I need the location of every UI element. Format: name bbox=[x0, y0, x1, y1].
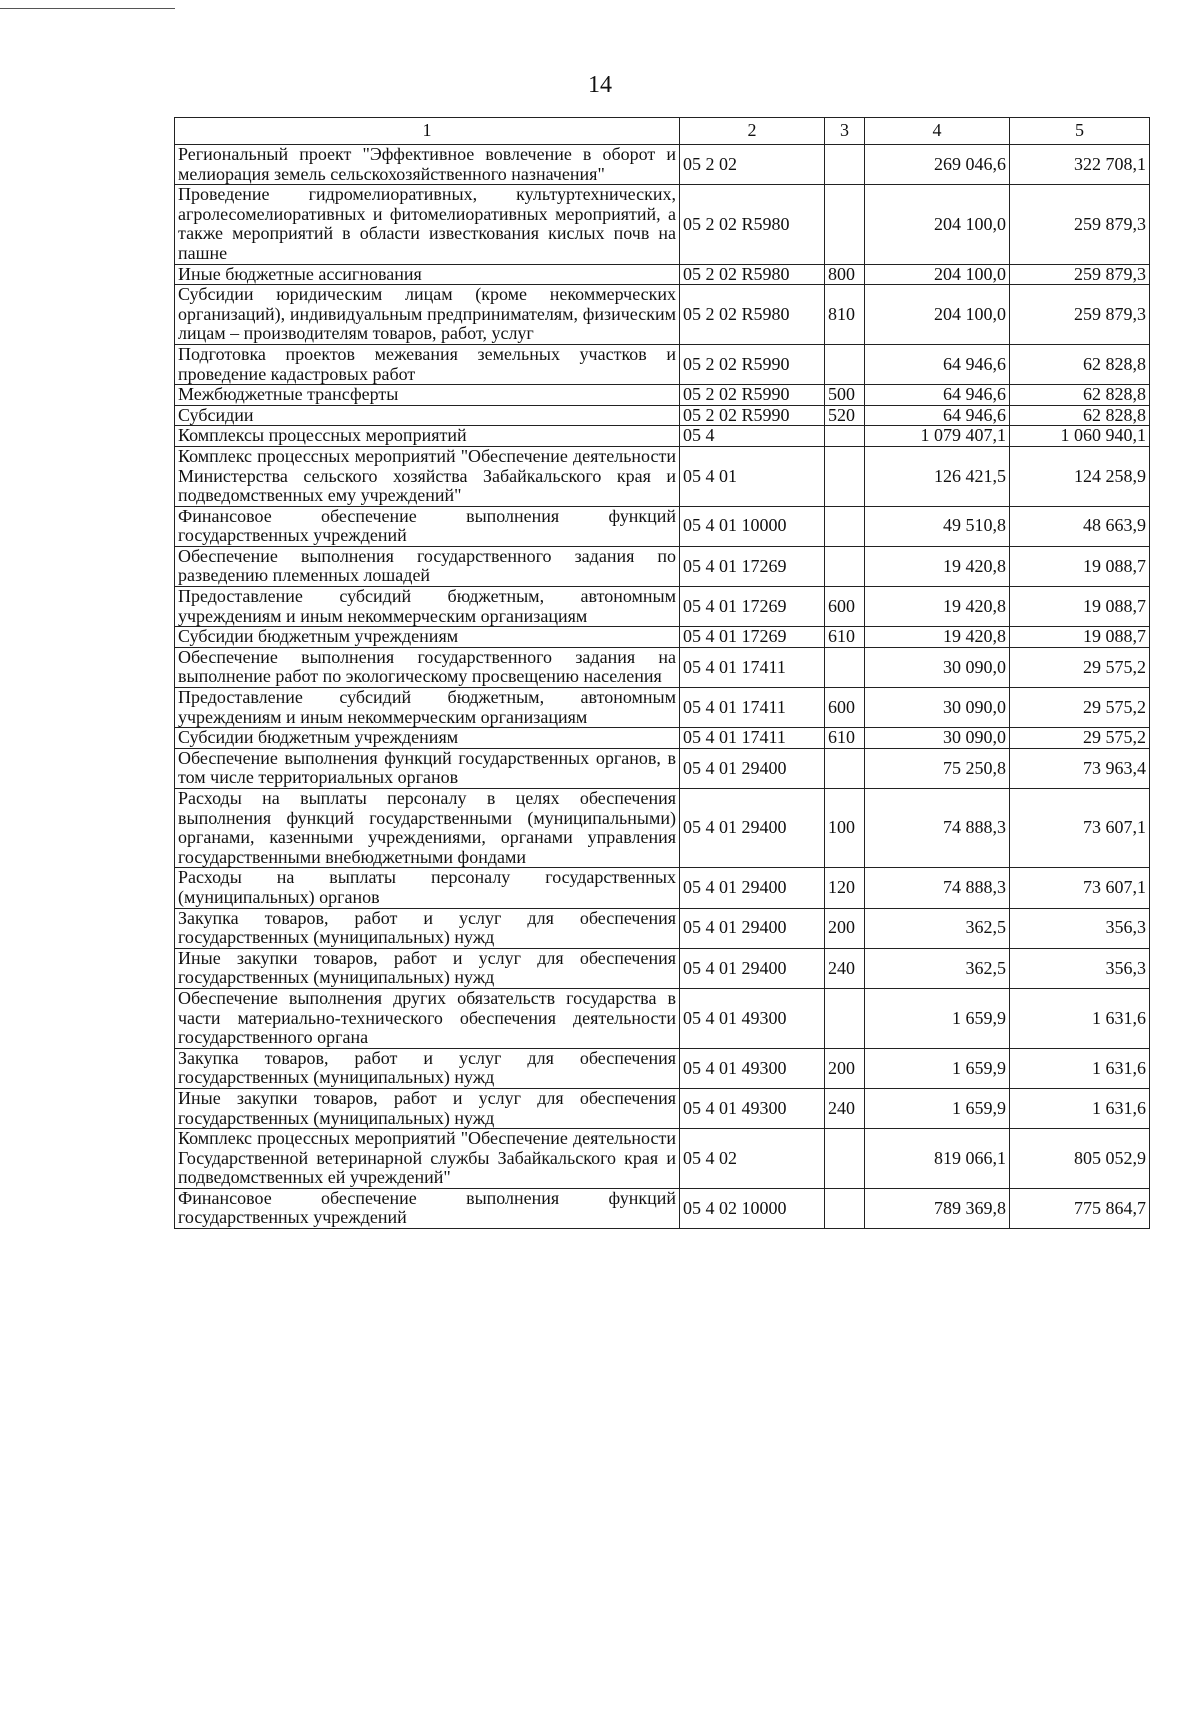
table-row bbox=[175, 587, 1150, 627]
cell-name: Иные бюджетные ассигнования bbox=[175, 264, 680, 285]
cell-amount-col5: 19 088,7 bbox=[1010, 627, 1150, 648]
page-number: 14 bbox=[588, 72, 612, 98]
cell-amount-col4: 789 369,8 bbox=[865, 1188, 1010, 1228]
table-row bbox=[175, 688, 1150, 728]
table-row bbox=[175, 546, 1150, 586]
cell-amount-col4: 49 510,8 bbox=[865, 506, 1010, 546]
cell-code: 05 4 01 17269 bbox=[680, 587, 825, 627]
table-row bbox=[175, 185, 1150, 264]
table-row bbox=[175, 385, 1150, 406]
cell-code: 05 4 01 29400 bbox=[680, 789, 825, 868]
cell-name: Субсидии бюджетным учреждениям bbox=[175, 728, 680, 749]
cell-name: Субсидии бюджетным учреждениям bbox=[175, 627, 680, 648]
cell-name: Расходы на выплаты персоналу государственных (муниципальных) органов bbox=[175, 868, 680, 908]
cell-amount-col5: 73 963,4 bbox=[1010, 748, 1150, 788]
cell-name: Обеспечение выполнения функций государственных органов, в том числе территориальных органов bbox=[175, 748, 680, 788]
cell-amount-col4: 19 420,8 bbox=[865, 587, 1010, 627]
cell-amount-col4: 19 420,8 bbox=[865, 627, 1010, 648]
cell-code: 05 4 01 29400 bbox=[680, 748, 825, 788]
cell-amount-col4: 19 420,8 bbox=[865, 546, 1010, 586]
cell-amount-col4: 64 946,6 bbox=[865, 344, 1010, 384]
cell-amount-col5: 356,3 bbox=[1010, 948, 1150, 988]
cell-expense-type: 240 bbox=[825, 1088, 865, 1128]
cell-amount-col4: 64 946,6 bbox=[865, 405, 1010, 426]
table-row bbox=[175, 285, 1150, 345]
cell-amount-col5: 73 607,1 bbox=[1010, 789, 1150, 868]
cell-amount-col4: 362,5 bbox=[865, 908, 1010, 948]
cell-code: 05 2 02 R5990 bbox=[680, 405, 825, 426]
cell-name: Иные закупки товаров, работ и услуг для обеспечения государственных (муниципальных) нужд bbox=[175, 948, 680, 988]
table-row bbox=[175, 446, 1150, 506]
cell-amount-col5: 1 060 940,1 bbox=[1010, 426, 1150, 447]
cell-expense-type: 120 bbox=[825, 868, 865, 908]
cell-name: Субсидии bbox=[175, 405, 680, 426]
table-row bbox=[175, 748, 1150, 788]
cell-name: Финансовое обеспечение выполнения функций государственных учреждений bbox=[175, 1188, 680, 1228]
cell-amount-col5: 775 864,7 bbox=[1010, 1188, 1150, 1228]
table-row bbox=[175, 1088, 1150, 1128]
cell-code: 05 4 01 49300 bbox=[680, 988, 825, 1048]
cell-expense-type bbox=[825, 344, 865, 384]
cell-name: Комплекс процессных мероприятий "Обеспечение деятельности Министерства сельского хозяйства Забайкальского края и подведомственных ему учреждений" bbox=[175, 446, 680, 506]
cell-amount-col4: 819 066,1 bbox=[865, 1129, 1010, 1189]
budget-table bbox=[174, 117, 1150, 1229]
cell-amount-col5: 1 631,6 bbox=[1010, 1048, 1150, 1088]
cell-amount-col5: 62 828,8 bbox=[1010, 385, 1150, 406]
cell-expense-type: 200 bbox=[825, 908, 865, 948]
cell-code: 05 4 02 10000 bbox=[680, 1188, 825, 1228]
cell-amount-col5: 356,3 bbox=[1010, 908, 1150, 948]
cell-code: 05 4 01 17269 bbox=[680, 627, 825, 648]
cell-name: Финансовое обеспечение выполнения функций государственных учреждений bbox=[175, 506, 680, 546]
cell-code: 05 2 02 R5980 bbox=[680, 264, 825, 285]
table-row bbox=[175, 868, 1150, 908]
cell-name: Комплекс процессных мероприятий "Обеспечение деятельности Государственной ветеринарной службы Забайкальского края и подведомственных ей учреждений" bbox=[175, 1129, 680, 1189]
cell-amount-col4: 75 250,8 bbox=[865, 748, 1010, 788]
cell-amount-col4: 204 100,0 bbox=[865, 264, 1010, 285]
header-col-5: 5 bbox=[1010, 118, 1150, 145]
cell-amount-col4: 1 659,9 bbox=[865, 1088, 1010, 1128]
cell-amount-col5: 19 088,7 bbox=[1010, 546, 1150, 586]
cell-expense-type: 810 bbox=[825, 285, 865, 345]
table-row bbox=[175, 988, 1150, 1048]
header-col-4: 4 bbox=[865, 118, 1010, 145]
table-row bbox=[175, 426, 1150, 447]
table-row bbox=[175, 344, 1150, 384]
cell-code: 05 4 01 17411 bbox=[680, 728, 825, 749]
cell-amount-col4: 30 090,0 bbox=[865, 688, 1010, 728]
table-row bbox=[175, 264, 1150, 285]
cell-expense-type bbox=[825, 506, 865, 546]
cell-code: 05 4 01 29400 bbox=[680, 908, 825, 948]
cell-name: Предоставление субсидий бюджетным, автономным учреждениям и иным некоммерческим организациям bbox=[175, 587, 680, 627]
cell-amount-col4: 204 100,0 bbox=[865, 285, 1010, 345]
cell-expense-type: 600 bbox=[825, 688, 865, 728]
cell-amount-col5: 322 708,1 bbox=[1010, 145, 1150, 185]
cell-amount-col5: 19 088,7 bbox=[1010, 587, 1150, 627]
cell-expense-type bbox=[825, 647, 865, 687]
cell-expense-type bbox=[825, 988, 865, 1048]
cell-name: Подготовка проектов межевания земельных участков и проведение кадастровых работ bbox=[175, 344, 680, 384]
table-row bbox=[175, 647, 1150, 687]
cell-amount-col4: 204 100,0 bbox=[865, 185, 1010, 264]
cell-expense-type: 240 bbox=[825, 948, 865, 988]
cell-name: Комплексы процессных мероприятий bbox=[175, 426, 680, 447]
cell-amount-col4: 30 090,0 bbox=[865, 728, 1010, 749]
cell-amount-col4: 269 046,6 bbox=[865, 145, 1010, 185]
table-body bbox=[175, 145, 1150, 1229]
cell-amount-col5: 259 879,3 bbox=[1010, 285, 1150, 345]
cell-amount-col4: 362,5 bbox=[865, 948, 1010, 988]
cell-expense-type bbox=[825, 185, 865, 264]
header-col-3: 3 bbox=[825, 118, 865, 145]
cell-amount-col4: 1 659,9 bbox=[865, 988, 1010, 1048]
cell-expense-type bbox=[825, 1188, 865, 1228]
scan-edge-line bbox=[0, 8, 175, 9]
cell-name: Обеспечение выполнения других обязательств государства в части материально-технического обеспечения деятельности государственного органа bbox=[175, 988, 680, 1048]
cell-expense-type bbox=[825, 546, 865, 586]
cell-expense-type: 100 bbox=[825, 789, 865, 868]
cell-amount-col5: 29 575,2 bbox=[1010, 647, 1150, 687]
cell-name: Обеспечение выполнения государственного задания на выполнение работ по экологическому просвещению населения bbox=[175, 647, 680, 687]
header-col-1: 1 bbox=[175, 118, 680, 145]
table-row bbox=[175, 948, 1150, 988]
cell-expense-type bbox=[825, 145, 865, 185]
cell-amount-col4: 64 946,6 bbox=[865, 385, 1010, 406]
table-row bbox=[175, 145, 1150, 185]
table-row bbox=[175, 506, 1150, 546]
cell-amount-col5: 805 052,9 bbox=[1010, 1129, 1150, 1189]
cell-expense-type: 800 bbox=[825, 264, 865, 285]
cell-name: Закупка товаров, работ и услуг для обеспечения государственных (муниципальных) нужд bbox=[175, 908, 680, 948]
cell-expense-type bbox=[825, 1129, 865, 1189]
cell-amount-col4: 74 888,3 bbox=[865, 789, 1010, 868]
cell-name: Обеспечение выполнения государственного задания по разведению племенных лошадей bbox=[175, 546, 680, 586]
cell-expense-type: 610 bbox=[825, 728, 865, 749]
table-row bbox=[175, 728, 1150, 749]
cell-code: 05 4 01 17269 bbox=[680, 546, 825, 586]
cell-code: 05 4 01 bbox=[680, 446, 825, 506]
table-row bbox=[175, 789, 1150, 868]
cell-amount-col5: 29 575,2 bbox=[1010, 688, 1150, 728]
cell-name: Субсидии юридическим лицам (кроме некоммерческих организаций), индивидуальным предпринимателям, физическим лицам – производителям товаров, работ, услуг bbox=[175, 285, 680, 345]
cell-amount-col5: 73 607,1 bbox=[1010, 868, 1150, 908]
cell-name: Иные закупки товаров, работ и услуг для обеспечения государственных (муниципальных) нужд bbox=[175, 1088, 680, 1128]
cell-code: 05 4 01 49300 bbox=[680, 1048, 825, 1088]
cell-name: Региональный проект "Эффективное вовлечение в оборот и мелиорация земель сельскохозяйственного назначения" bbox=[175, 145, 680, 185]
cell-code: 05 4 01 17411 bbox=[680, 688, 825, 728]
cell-expense-type: 600 bbox=[825, 587, 865, 627]
cell-code: 05 4 01 49300 bbox=[680, 1088, 825, 1128]
cell-expense-type bbox=[825, 426, 865, 447]
cell-code: 05 2 02 R5980 bbox=[680, 285, 825, 345]
cell-code: 05 4 01 10000 bbox=[680, 506, 825, 546]
table-row bbox=[175, 405, 1150, 426]
cell-code: 05 2 02 bbox=[680, 145, 825, 185]
cell-name: Закупка товаров, работ и услуг для обеспечения государственных (муниципальных) нужд bbox=[175, 1048, 680, 1088]
cell-amount-col4: 30 090,0 bbox=[865, 647, 1010, 687]
cell-code: 05 4 01 17411 bbox=[680, 647, 825, 687]
cell-amount-col4: 126 421,5 bbox=[865, 446, 1010, 506]
cell-expense-type bbox=[825, 748, 865, 788]
cell-amount-col5: 62 828,8 bbox=[1010, 405, 1150, 426]
cell-code: 05 2 02 R5990 bbox=[680, 385, 825, 406]
cell-name: Предоставление субсидий бюджетным, автономным учреждениям и иным некоммерческим организациям bbox=[175, 688, 680, 728]
table-row bbox=[175, 627, 1150, 648]
cell-code: 05 4 bbox=[680, 426, 825, 447]
cell-expense-type: 200 bbox=[825, 1048, 865, 1088]
cell-code: 05 4 01 29400 bbox=[680, 868, 825, 908]
cell-code: 05 2 02 R5980 bbox=[680, 185, 825, 264]
cell-amount-col4: 1 659,9 bbox=[865, 1048, 1010, 1088]
cell-amount-col5: 62 828,8 bbox=[1010, 344, 1150, 384]
cell-code: 05 2 02 R5990 bbox=[680, 344, 825, 384]
cell-amount-col5: 1 631,6 bbox=[1010, 988, 1150, 1048]
table-header-row bbox=[175, 118, 1150, 145]
header-col-2: 2 bbox=[680, 118, 825, 145]
cell-expense-type bbox=[825, 446, 865, 506]
cell-amount-col5: 124 258,9 bbox=[1010, 446, 1150, 506]
cell-amount-col5: 48 663,9 bbox=[1010, 506, 1150, 546]
table-row bbox=[175, 1129, 1150, 1189]
table-row bbox=[175, 1048, 1150, 1088]
cell-amount-col5: 29 575,2 bbox=[1010, 728, 1150, 749]
cell-code: 05 4 02 bbox=[680, 1129, 825, 1189]
table-row bbox=[175, 1188, 1150, 1228]
table-row bbox=[175, 908, 1150, 948]
cell-amount-col5: 259 879,3 bbox=[1010, 185, 1150, 264]
cell-name: Расходы на выплаты персоналу в целях обеспечения выполнения функций государственными (муниципальными) органами, казенными учреждениями, органами управления государственными внебюджетными фондами bbox=[175, 789, 680, 868]
cell-amount-col4: 1 079 407,1 bbox=[865, 426, 1010, 447]
cell-amount-col5: 259 879,3 bbox=[1010, 264, 1150, 285]
cell-code: 05 4 01 29400 bbox=[680, 948, 825, 988]
cell-expense-type: 520 bbox=[825, 405, 865, 426]
cell-expense-type: 500 bbox=[825, 385, 865, 406]
cell-amount-col5: 1 631,6 bbox=[1010, 1088, 1150, 1128]
cell-amount-col4: 74 888,3 bbox=[865, 868, 1010, 908]
cell-name: Межбюджетные трансферты bbox=[175, 385, 680, 406]
cell-name: Проведение гидромелиоративных, культуртехнических, агролесомелиоративных и фитомелиоративных мероприятий, а также мероприятий в области известкования кислых почв на пашне bbox=[175, 185, 680, 264]
cell-expense-type: 610 bbox=[825, 627, 865, 648]
